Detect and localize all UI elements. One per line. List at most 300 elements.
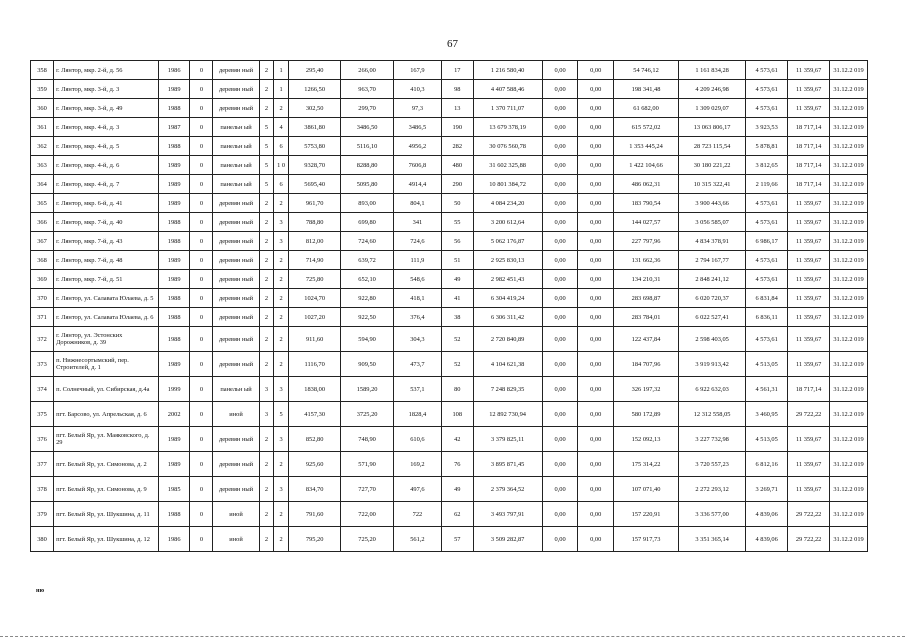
row-number-cell: 367 [31, 232, 54, 251]
unit-cost-cell: 4 573,61 [746, 327, 788, 352]
residents-count-cell: 98 [442, 80, 473, 99]
residents-count-cell: 108 [442, 402, 473, 427]
year-built-cell: 1989 [158, 156, 189, 175]
row-number-cell: 364 [31, 175, 54, 194]
total-cost-cell: 3 493 797,91 [473, 502, 542, 527]
entrances-count-cell: 3 [274, 213, 289, 232]
year-built-cell: 1988 [158, 213, 189, 232]
table-row [31, 427, 868, 452]
total-cost-cell: 7 248 829,35 [473, 377, 542, 402]
max-unit-cost-cell: 11 359,67 [788, 327, 830, 352]
footer-mark: ню [36, 588, 45, 594]
living-area-cell: 266,00 [341, 61, 393, 80]
table-row [31, 477, 868, 502]
table-row [31, 289, 868, 308]
fund-cost-cell: 0,00 [542, 270, 578, 289]
other-cost-cell: 3 351 365,14 [679, 527, 746, 552]
wall-material-cell: иной [213, 402, 259, 427]
owned-area-cell: 376,4 [393, 308, 441, 327]
address-cell: пгт. Белый Яр, ул. Симонова, д. 2 [54, 452, 159, 477]
total-area-cell: 9328,70 [288, 156, 340, 175]
living-area-cell: 5095,80 [341, 175, 393, 194]
total-area-cell: 1116,70 [288, 352, 340, 377]
address-cell: пгт. Белый Яр, ул. Маяковского, д. 29 [54, 427, 159, 452]
wall-material-cell: деревян ный [213, 427, 259, 452]
max-unit-cost-cell: 11 359,67 [788, 80, 830, 99]
floors-count-cell: 2 [259, 352, 274, 377]
other-cost-cell: 3 336 577,00 [679, 502, 746, 527]
other-cost-cell: 6 022 527,41 [679, 308, 746, 327]
total-area-cell: 1266,50 [288, 80, 340, 99]
owned-area-cell: 610,6 [393, 427, 441, 452]
other-cost-cell: 2 848 241,12 [679, 270, 746, 289]
total-cost-cell: 6 306 311,42 [473, 308, 542, 327]
wall-material-cell: деревян ный [213, 232, 259, 251]
total-cost-cell: 3 509 282,87 [473, 527, 542, 552]
budget-cost-cell: 0,00 [578, 270, 614, 289]
floors-count-cell: 2 [259, 527, 274, 552]
row-number-cell: 358 [31, 61, 54, 80]
wall-material-cell: иной [213, 527, 259, 552]
year-overhaul-cell: 0 [190, 80, 213, 99]
residents-count-cell: 56 [442, 232, 473, 251]
unit-cost-cell: 4 561,31 [746, 377, 788, 402]
other-cost-cell: 3 056 585,07 [679, 213, 746, 232]
row-number-cell: 370 [31, 289, 54, 308]
address-cell: г. Лянтор, ул. Эстонских Дорожников, д. 39 [54, 327, 159, 352]
owner-cost-cell: 326 197,32 [614, 377, 679, 402]
entrances-count-cell: 1 [274, 80, 289, 99]
max-unit-cost-cell: 18 717,14 [788, 118, 830, 137]
owned-area-cell: 722 [393, 502, 441, 527]
row-number-cell: 378 [31, 477, 54, 502]
planned-date-cell: 31.12.2 019 [830, 175, 868, 194]
living-area-cell: 922,80 [341, 289, 393, 308]
max-unit-cost-cell: 18 717,14 [788, 137, 830, 156]
total-area-cell: 4157,30 [288, 402, 340, 427]
planned-date-cell: 31.12.2 019 [830, 402, 868, 427]
budget-cost-cell: 0,00 [578, 61, 614, 80]
owner-cost-cell: 486 062,31 [614, 175, 679, 194]
total-area-cell: 925,60 [288, 452, 340, 477]
planned-date-cell: 31.12.2 019 [830, 213, 868, 232]
total-area-cell: 911,60 [288, 327, 340, 352]
year-built-cell: 1988 [158, 232, 189, 251]
entrances-count-cell: 3 [274, 427, 289, 452]
max-unit-cost-cell: 11 359,67 [788, 308, 830, 327]
budget-cost-cell: 0,00 [578, 308, 614, 327]
floors-count-cell: 3 [259, 402, 274, 427]
entrances-count-cell: 2 [274, 352, 289, 377]
fund-cost-cell: 0,00 [542, 527, 578, 552]
residents-count-cell: 50 [442, 194, 473, 213]
planned-date-cell: 31.12.2 019 [830, 118, 868, 137]
entrances-count-cell: 1 [274, 61, 289, 80]
address-cell: г. Лянтор, мкр. 7-й, д. 48 [54, 251, 159, 270]
floors-count-cell: 2 [259, 99, 274, 118]
floors-count-cell: 2 [259, 251, 274, 270]
fund-cost-cell: 0,00 [542, 118, 578, 137]
max-unit-cost-cell: 11 359,67 [788, 427, 830, 452]
max-unit-cost-cell: 11 359,67 [788, 232, 830, 251]
year-built-cell: 1988 [158, 289, 189, 308]
row-number-cell: 373 [31, 352, 54, 377]
other-cost-cell: 12 312 558,05 [679, 402, 746, 427]
total-area-cell: 302,50 [288, 99, 340, 118]
unit-cost-cell: 4 573,61 [746, 251, 788, 270]
entrances-count-cell: 2 [274, 502, 289, 527]
living-area-cell: 722,00 [341, 502, 393, 527]
address-cell: г. Лянтор, мкр. 4-й, д. 5 [54, 137, 159, 156]
residents-count-cell: 62 [442, 502, 473, 527]
total-cost-cell: 2 925 830,13 [473, 251, 542, 270]
residents-count-cell: 52 [442, 327, 473, 352]
total-cost-cell: 6 304 419,24 [473, 289, 542, 308]
total-area-cell: 852,80 [288, 427, 340, 452]
residents-count-cell: 76 [442, 452, 473, 477]
total-area-cell: 5695,40 [288, 175, 340, 194]
max-unit-cost-cell: 18 717,14 [788, 175, 830, 194]
fund-cost-cell: 0,00 [542, 61, 578, 80]
owned-area-cell: 4956,2 [393, 137, 441, 156]
year-overhaul-cell: 0 [190, 118, 213, 137]
owner-cost-cell: 175 314,22 [614, 452, 679, 477]
owner-cost-cell: 157 917,73 [614, 527, 679, 552]
planned-date-cell: 31.12.2 019 [830, 232, 868, 251]
unit-cost-cell: 5 878,81 [746, 137, 788, 156]
total-cost-cell: 10 801 384,72 [473, 175, 542, 194]
floors-count-cell: 5 [259, 156, 274, 175]
row-number-cell: 375 [31, 402, 54, 427]
residents-count-cell: 41 [442, 289, 473, 308]
budget-cost-cell: 0,00 [578, 377, 614, 402]
unit-cost-cell: 4 839,06 [746, 502, 788, 527]
wall-material-cell: деревян ный [213, 80, 259, 99]
row-number-cell: 376 [31, 427, 54, 452]
housing-table [30, 60, 868, 552]
entrances-count-cell: 3 [274, 232, 289, 251]
budget-cost-cell: 0,00 [578, 156, 614, 175]
wall-material-cell: деревян ный [213, 213, 259, 232]
fund-cost-cell: 0,00 [542, 308, 578, 327]
total-area-cell: 788,80 [288, 213, 340, 232]
address-cell: г. Лянтор, мкр. 4-й, д. 3 [54, 118, 159, 137]
max-unit-cost-cell: 11 359,67 [788, 289, 830, 308]
row-number-cell: 374 [31, 377, 54, 402]
entrances-count-cell: 1 0 [274, 156, 289, 175]
year-built-cell: 1989 [158, 80, 189, 99]
year-overhaul-cell: 0 [190, 137, 213, 156]
other-cost-cell: 3 227 732,98 [679, 427, 746, 452]
max-unit-cost-cell: 11 359,67 [788, 251, 830, 270]
address-cell: г. Лянтор, мкр. 2-й, д. 56 [54, 61, 159, 80]
budget-cost-cell: 0,00 [578, 352, 614, 377]
owner-cost-cell: 283 784,01 [614, 308, 679, 327]
planned-date-cell: 31.12.2 019 [830, 61, 868, 80]
row-number-cell: 362 [31, 137, 54, 156]
wall-material-cell: деревян ный [213, 352, 259, 377]
living-area-cell: 725,20 [341, 527, 393, 552]
table-row [31, 80, 868, 99]
max-unit-cost-cell: 29 722,22 [788, 527, 830, 552]
wall-material-cell: деревян ный [213, 99, 259, 118]
planned-date-cell: 31.12.2 019 [830, 308, 868, 327]
wall-material-cell: деревян ный [213, 194, 259, 213]
fund-cost-cell: 0,00 [542, 352, 578, 377]
total-cost-cell: 3 895 871,45 [473, 452, 542, 477]
budget-cost-cell: 0,00 [578, 251, 614, 270]
year-overhaul-cell: 0 [190, 289, 213, 308]
living-area-cell: 639,72 [341, 251, 393, 270]
fund-cost-cell: 0,00 [542, 251, 578, 270]
address-cell: г. Лянтор, мкр. 4-й, д. 6 [54, 156, 159, 175]
total-area-cell: 725,80 [288, 270, 340, 289]
planned-date-cell: 31.12.2 019 [830, 99, 868, 118]
total-area-cell: 714,90 [288, 251, 340, 270]
max-unit-cost-cell: 18 717,14 [788, 156, 830, 175]
total-cost-cell: 1 370 711,07 [473, 99, 542, 118]
table-row [31, 527, 868, 552]
table-row [31, 99, 868, 118]
fund-cost-cell: 0,00 [542, 175, 578, 194]
year-overhaul-cell: 0 [190, 213, 213, 232]
owner-cost-cell: 615 572,02 [614, 118, 679, 137]
year-overhaul-cell: 0 [190, 194, 213, 213]
year-built-cell: 1989 [158, 427, 189, 452]
budget-cost-cell: 0,00 [578, 477, 614, 502]
residents-count-cell: 57 [442, 527, 473, 552]
address-cell: г. Лянтор, ул. Салавата Юлаева, д. 6 [54, 308, 159, 327]
year-overhaul-cell: 0 [190, 99, 213, 118]
total-cost-cell: 4 104 621,38 [473, 352, 542, 377]
living-area-cell: 652,10 [341, 270, 393, 289]
year-overhaul-cell: 0 [190, 156, 213, 175]
floors-count-cell: 2 [259, 61, 274, 80]
entrances-count-cell: 2 [274, 251, 289, 270]
total-area-cell: 961,70 [288, 194, 340, 213]
wall-material-cell: деревян ный [213, 61, 259, 80]
wall-material-cell: деревян ный [213, 308, 259, 327]
fund-cost-cell: 0,00 [542, 477, 578, 502]
year-built-cell: 1987 [158, 118, 189, 137]
floors-count-cell: 2 [259, 327, 274, 352]
wall-material-cell: деревян ный [213, 477, 259, 502]
wall-material-cell: деревян ный [213, 270, 259, 289]
year-built-cell: 1989 [158, 452, 189, 477]
entrances-count-cell: 2 [274, 527, 289, 552]
unit-cost-cell: 4 513,05 [746, 352, 788, 377]
planned-date-cell: 31.12.2 019 [830, 377, 868, 402]
fund-cost-cell: 0,00 [542, 427, 578, 452]
row-number-cell: 372 [31, 327, 54, 352]
owner-cost-cell: 183 790,54 [614, 194, 679, 213]
entrances-count-cell: 2 [274, 99, 289, 118]
owned-area-cell: 169,2 [393, 452, 441, 477]
fund-cost-cell: 0,00 [542, 137, 578, 156]
floors-count-cell: 2 [259, 308, 274, 327]
floors-count-cell: 5 [259, 118, 274, 137]
owner-cost-cell: 1 422 104,66 [614, 156, 679, 175]
residents-count-cell: 55 [442, 213, 473, 232]
address-cell: г. Лянтор, мкр. 4-й, д. 7 [54, 175, 159, 194]
wall-material-cell: деревян ный [213, 251, 259, 270]
row-number-cell: 363 [31, 156, 54, 175]
row-number-cell: 379 [31, 502, 54, 527]
row-number-cell: 361 [31, 118, 54, 137]
unit-cost-cell: 4 573,61 [746, 99, 788, 118]
table-row [31, 137, 868, 156]
other-cost-cell: 3 900 443,66 [679, 194, 746, 213]
owned-area-cell: 97,3 [393, 99, 441, 118]
floors-count-cell: 2 [259, 194, 274, 213]
unit-cost-cell: 3 460,95 [746, 402, 788, 427]
living-area-cell: 699,80 [341, 213, 393, 232]
year-overhaul-cell: 0 [190, 377, 213, 402]
floors-count-cell: 3 [259, 377, 274, 402]
budget-cost-cell: 0,00 [578, 99, 614, 118]
floors-count-cell: 2 [259, 452, 274, 477]
owner-cost-cell: 152 092,13 [614, 427, 679, 452]
living-area-cell: 727,70 [341, 477, 393, 502]
living-area-cell: 1589,20 [341, 377, 393, 402]
floors-count-cell: 2 [259, 477, 274, 502]
max-unit-cost-cell: 11 359,67 [788, 452, 830, 477]
planned-date-cell: 31.12.2 019 [830, 452, 868, 477]
fund-cost-cell: 0,00 [542, 99, 578, 118]
max-unit-cost-cell: 29 722,22 [788, 402, 830, 427]
budget-cost-cell: 0,00 [578, 213, 614, 232]
floors-count-cell: 2 [259, 80, 274, 99]
owned-area-cell: 473,7 [393, 352, 441, 377]
residents-count-cell: 80 [442, 377, 473, 402]
residents-count-cell: 49 [442, 270, 473, 289]
entrances-count-cell: 2 [274, 289, 289, 308]
total-cost-cell: 5 062 176,87 [473, 232, 542, 251]
other-cost-cell: 2 794 167,77 [679, 251, 746, 270]
budget-cost-cell: 0,00 [578, 427, 614, 452]
fund-cost-cell: 0,00 [542, 156, 578, 175]
page-number: 67 [447, 38, 458, 50]
unit-cost-cell: 4 573,61 [746, 213, 788, 232]
living-area-cell: 5116,10 [341, 137, 393, 156]
owned-area-cell: 4914,4 [393, 175, 441, 194]
owner-cost-cell: 131 662,36 [614, 251, 679, 270]
max-unit-cost-cell: 11 359,67 [788, 213, 830, 232]
budget-cost-cell: 0,00 [578, 232, 614, 251]
row-number-cell: 365 [31, 194, 54, 213]
owned-area-cell: 561,2 [393, 527, 441, 552]
owned-area-cell: 418,1 [393, 289, 441, 308]
wall-material-cell: панельн ый [213, 156, 259, 175]
table-row [31, 308, 868, 327]
year-built-cell: 1986 [158, 61, 189, 80]
address-cell: п. Солнечный, ул. Сибирская, д.4а [54, 377, 159, 402]
wall-material-cell: панельн ый [213, 118, 259, 137]
table-row [31, 232, 868, 251]
living-area-cell: 3725,20 [341, 402, 393, 427]
owned-area-cell: 724,6 [393, 232, 441, 251]
row-number-cell: 360 [31, 99, 54, 118]
entrances-count-cell: 2 [274, 270, 289, 289]
year-overhaul-cell: 0 [190, 402, 213, 427]
fund-cost-cell: 0,00 [542, 232, 578, 251]
residents-count-cell: 190 [442, 118, 473, 137]
floors-count-cell: 2 [259, 213, 274, 232]
planned-date-cell: 31.12.2 019 [830, 527, 868, 552]
max-unit-cost-cell: 11 359,67 [788, 99, 830, 118]
table-row [31, 327, 868, 352]
budget-cost-cell: 0,00 [578, 80, 614, 99]
address-cell: г. Лянтор, мкр. 3-й, д. 3 [54, 80, 159, 99]
total-cost-cell: 12 892 730,94 [473, 402, 542, 427]
total-cost-cell: 2 982 451,43 [473, 270, 542, 289]
max-unit-cost-cell: 18 717,14 [788, 377, 830, 402]
other-cost-cell: 13 063 806,17 [679, 118, 746, 137]
entrances-count-cell: 2 [274, 308, 289, 327]
row-number-cell: 359 [31, 80, 54, 99]
owned-area-cell: 341 [393, 213, 441, 232]
max-unit-cost-cell: 11 359,67 [788, 352, 830, 377]
budget-cost-cell: 0,00 [578, 137, 614, 156]
owned-area-cell: 410,3 [393, 80, 441, 99]
owned-area-cell: 497,6 [393, 477, 441, 502]
wall-material-cell: иной [213, 502, 259, 527]
year-built-cell: 1988 [158, 327, 189, 352]
year-overhaul-cell: 0 [190, 308, 213, 327]
other-cost-cell: 1 309 029,07 [679, 99, 746, 118]
entrances-count-cell: 2 [274, 194, 289, 213]
year-overhaul-cell: 0 [190, 251, 213, 270]
address-cell: г. Лянтор, ул. Салавата Юлаева, д. 5 [54, 289, 159, 308]
table-row [31, 194, 868, 213]
total-area-cell: 3861,80 [288, 118, 340, 137]
planned-date-cell: 31.12.2 019 [830, 270, 868, 289]
living-area-cell: 893,00 [341, 194, 393, 213]
budget-cost-cell: 0,00 [578, 289, 614, 308]
year-overhaul-cell: 0 [190, 427, 213, 452]
wall-material-cell: деревян ный [213, 452, 259, 477]
total-area-cell: 5753,80 [288, 137, 340, 156]
year-overhaul-cell: 0 [190, 61, 213, 80]
total-area-cell: 1027,20 [288, 308, 340, 327]
address-cell: г. Лянтор, мкр. 7-й, д. 43 [54, 232, 159, 251]
total-area-cell: 1024,70 [288, 289, 340, 308]
owner-cost-cell: 122 437,84 [614, 327, 679, 352]
fund-cost-cell: 0,00 [542, 80, 578, 99]
owner-cost-cell: 198 341,48 [614, 80, 679, 99]
unit-cost-cell: 3 269,71 [746, 477, 788, 502]
living-area-cell: 571,90 [341, 452, 393, 477]
unit-cost-cell: 4 839,06 [746, 527, 788, 552]
table-row [31, 502, 868, 527]
fund-cost-cell: 0,00 [542, 194, 578, 213]
entrances-count-cell: 4 [274, 118, 289, 137]
entrances-count-cell: 2 [274, 452, 289, 477]
owned-area-cell: 7606,8 [393, 156, 441, 175]
other-cost-cell: 6 922 632,03 [679, 377, 746, 402]
address-cell: г. Лянтор, мкр. 7-й, д. 40 [54, 213, 159, 232]
total-cost-cell: 31 602 325,88 [473, 156, 542, 175]
total-area-cell: 791,60 [288, 502, 340, 527]
unit-cost-cell: 3 923,53 [746, 118, 788, 137]
living-area-cell: 748,90 [341, 427, 393, 452]
address-cell: п. Нижнесортымский, пер. Строителей, д. 1 [54, 352, 159, 377]
table-row [31, 251, 868, 270]
year-overhaul-cell: 0 [190, 270, 213, 289]
budget-cost-cell: 0,00 [578, 527, 614, 552]
floors-count-cell: 2 [259, 232, 274, 251]
budget-cost-cell: 0,00 [578, 402, 614, 427]
